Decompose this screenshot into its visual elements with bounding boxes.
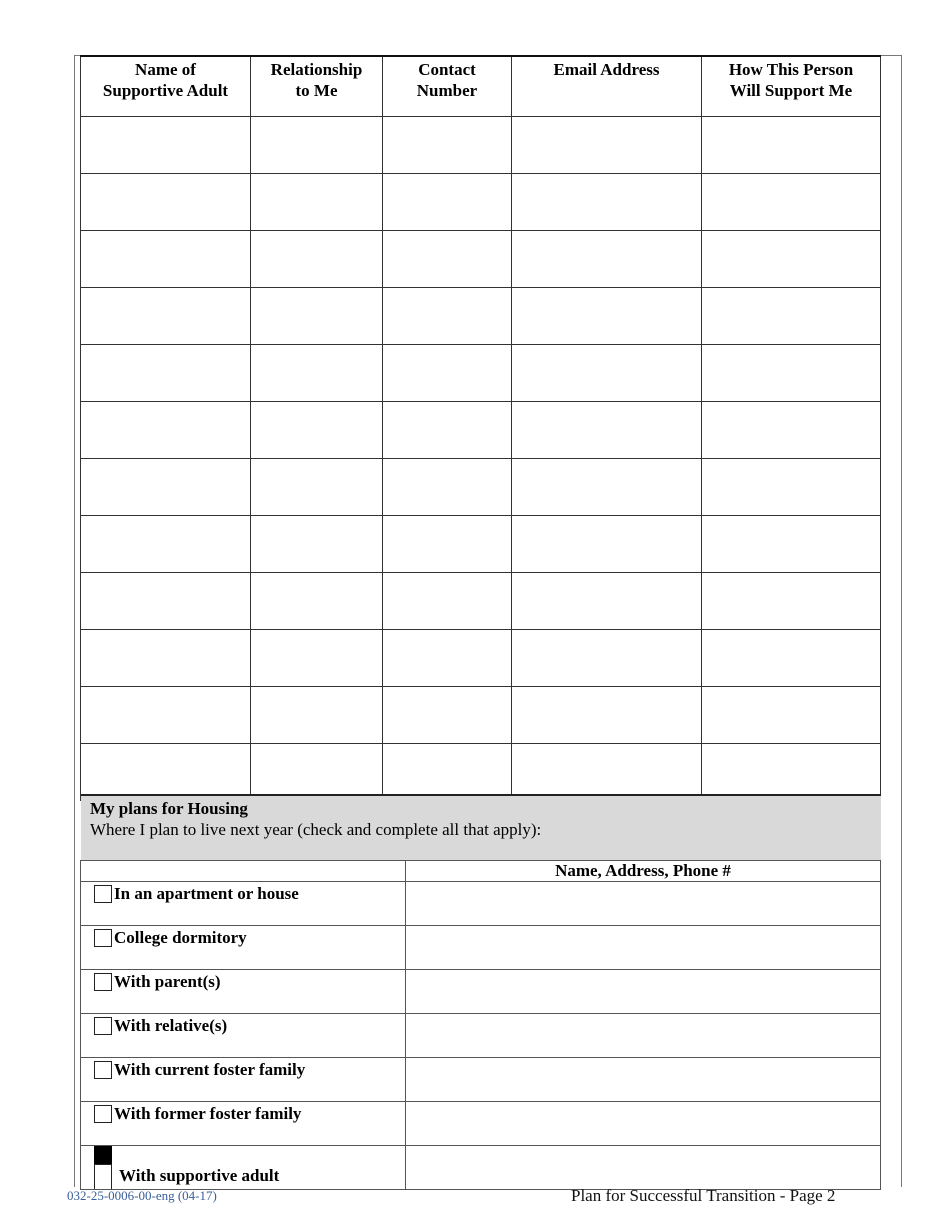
name-cell[interactable] [81, 402, 251, 459]
relationship-cell[interactable] [251, 231, 383, 288]
housing-checkbox[interactable] [94, 1017, 112, 1035]
contact-cell[interactable] [383, 117, 512, 174]
relationship-cell[interactable] [251, 174, 383, 231]
col-header-name [81, 56, 251, 117]
contact-cell[interactable] [383, 516, 512, 573]
housing-checkbox[interactable] [94, 1164, 112, 1189]
support-cell[interactable] [702, 573, 881, 630]
table-row [81, 117, 881, 174]
support-cell[interactable] [702, 687, 881, 744]
contact-cell[interactable] [383, 687, 512, 744]
support-cell[interactable] [702, 516, 881, 573]
header-line: Relationship [270, 60, 363, 79]
housing-option [81, 1058, 406, 1102]
housing-option-label: With former foster family [114, 1104, 302, 1123]
header-line: to Me [295, 81, 338, 100]
name-address-phone-field[interactable] [406, 1146, 881, 1190]
email-cell[interactable] [512, 744, 702, 801]
name-cell[interactable] [81, 630, 251, 687]
housing-instructions: Where I plan to live next year (check and complete all that apply): [90, 820, 542, 839]
relationship-cell[interactable] [251, 117, 383, 174]
housing-option-label: In an apartment or house [114, 884, 299, 903]
support-cell[interactable] [702, 744, 881, 801]
header-line: Name of [135, 60, 196, 79]
housing-option-label: With supportive adult [119, 1166, 280, 1185]
header-line: Contact [418, 60, 476, 79]
table-row [81, 573, 881, 630]
table-row [81, 345, 881, 402]
table-header-row [81, 56, 881, 117]
email-cell[interactable] [512, 174, 702, 231]
email-cell[interactable] [512, 345, 702, 402]
contact-cell[interactable] [383, 231, 512, 288]
housing-table [80, 860, 881, 1190]
name-address-phone-field[interactable] [406, 1058, 881, 1102]
table-row [81, 744, 881, 801]
email-cell[interactable] [512, 630, 702, 687]
email-cell[interactable] [512, 288, 702, 345]
name-cell[interactable] [81, 687, 251, 744]
housing-option-label: With relative(s) [114, 1016, 228, 1035]
housing-option-label: College dormitory [114, 928, 247, 947]
relationship-cell[interactable] [251, 345, 383, 402]
table-row [81, 402, 881, 459]
housing-checkbox[interactable] [94, 1105, 112, 1123]
housing-checkbox[interactable] [94, 1061, 112, 1079]
relationship-cell[interactable] [251, 630, 383, 687]
support-cell[interactable] [702, 117, 881, 174]
email-cell[interactable] [512, 117, 702, 174]
name-cell[interactable] [81, 231, 251, 288]
relationship-cell[interactable] [251, 687, 383, 744]
relationship-cell[interactable] [251, 516, 383, 573]
name-cell[interactable] [81, 117, 251, 174]
table-row [81, 459, 881, 516]
header-line: Email Address [553, 60, 660, 79]
email-cell[interactable] [512, 516, 702, 573]
support-cell[interactable] [702, 630, 881, 687]
header-line: Supportive Adult [102, 81, 229, 100]
housing-checkbox[interactable] [94, 885, 112, 903]
relationship-cell[interactable] [251, 288, 383, 345]
header-line: Number [416, 81, 478, 100]
email-cell[interactable] [512, 573, 702, 630]
housing-option-row [81, 926, 881, 970]
col-header-relationship [251, 56, 383, 117]
email-cell[interactable] [512, 687, 702, 744]
contact-cell[interactable] [383, 744, 512, 801]
col-header-email [512, 56, 702, 117]
table-row [81, 174, 881, 231]
housing-header-row [81, 861, 881, 882]
housing-checkbox[interactable] [94, 973, 112, 991]
table-row [81, 288, 881, 345]
housing-option-label: With current foster family [114, 1060, 306, 1079]
name-cell[interactable] [81, 288, 251, 345]
page-label: Plan for Successful Transition - Page 2 [571, 1186, 836, 1205]
relationship-cell[interactable] [251, 402, 383, 459]
housing-option [81, 1014, 406, 1058]
col-header-support [702, 56, 881, 117]
housing-option [81, 1146, 406, 1190]
email-cell[interactable] [512, 231, 702, 288]
name-address-phone-field[interactable] [406, 1102, 881, 1146]
housing-title: My plans for Housing [90, 799, 248, 818]
housing-checkbox[interactable] [94, 929, 112, 947]
name-cell[interactable] [81, 459, 251, 516]
header-line: How This Person [728, 60, 854, 79]
relationship-cell[interactable] [251, 459, 383, 516]
housing-option [81, 1102, 406, 1146]
housing-option-row [81, 1102, 881, 1146]
email-cell[interactable] [512, 459, 702, 516]
name-cell[interactable] [81, 174, 251, 231]
name-cell[interactable] [81, 345, 251, 402]
table-row [81, 516, 881, 573]
name-address-phone-field[interactable] [406, 882, 881, 926]
supportive-adults-table [80, 55, 881, 801]
contact-cell[interactable] [383, 174, 512, 231]
housing-option-row [81, 882, 881, 926]
housing-option [81, 926, 406, 970]
email-cell[interactable] [512, 402, 702, 459]
support-cell[interactable] [702, 288, 881, 345]
name-address-phone-field[interactable] [406, 970, 881, 1014]
contact-cell[interactable] [383, 459, 512, 516]
table-row [81, 687, 881, 744]
contact-cell[interactable] [383, 345, 512, 402]
contact-cell[interactable] [383, 573, 512, 630]
housing-option [81, 882, 406, 926]
name-address-phone-header: Name, Address, Phone # [406, 861, 881, 882]
housing-section-header [81, 794, 881, 861]
header-line: Will Support Me [729, 81, 853, 100]
housing-option-row [81, 1146, 881, 1190]
housing-option-row [81, 1014, 881, 1058]
form-number: 032-25-0006-00-eng (04-17) [67, 1188, 217, 1203]
support-cell[interactable] [702, 231, 881, 288]
relationship-cell[interactable] [251, 744, 383, 801]
support-cell[interactable] [702, 402, 881, 459]
housing-option-row [81, 970, 881, 1014]
support-cell[interactable] [702, 459, 881, 516]
table-row [81, 231, 881, 288]
name-cell[interactable] [81, 516, 251, 573]
name-cell[interactable] [81, 744, 251, 801]
relationship-cell[interactable] [251, 573, 383, 630]
col-header-contact [383, 56, 512, 117]
name-address-phone-field[interactable] [406, 926, 881, 970]
support-cell[interactable] [702, 174, 881, 231]
checkbox-marker [94, 1146, 112, 1164]
name-cell[interactable] [81, 573, 251, 630]
housing-option-label: With parent(s) [114, 972, 221, 991]
support-cell[interactable] [702, 345, 881, 402]
housing-option [81, 970, 406, 1014]
table-row [81, 630, 881, 687]
contact-cell[interactable] [383, 402, 512, 459]
contact-cell[interactable] [383, 630, 512, 687]
name-address-phone-field[interactable] [406, 1014, 881, 1058]
housing-option-row [81, 1058, 881, 1102]
empty-header-cell [81, 861, 406, 882]
contact-cell[interactable] [383, 288, 512, 345]
